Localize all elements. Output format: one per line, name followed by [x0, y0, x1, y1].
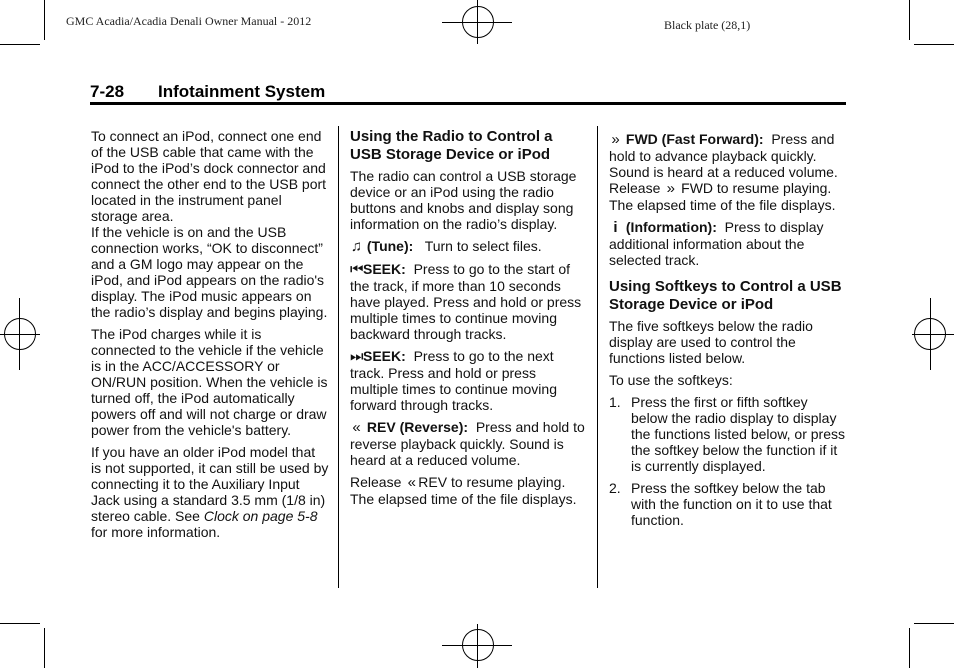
- column-divider: [338, 126, 339, 588]
- fast-forward-icon: »: [611, 131, 620, 148]
- crop-mark: [914, 44, 954, 45]
- seek-back-item: ⏮SEEK: Press to go to the start of the track, if more than 10 seconds have played. Press and hold or press multiple times to continue moving backward through tracks.: [350, 261, 582, 342]
- info-item: i (Information): Press to display additional information about the selected track.: [609, 219, 824, 268]
- crop-mark: [0, 623, 40, 624]
- plate-label: Black plate (28,1): [664, 18, 751, 32]
- crop-mark: [44, 0, 45, 40]
- cross-reference-link[interactable]: Clock on page 5-8: [203, 508, 318, 524]
- rev-release: Release « REV to resume playing. The elapsed time of the file displays.: [350, 474, 577, 507]
- crop-mark: [909, 0, 910, 40]
- paragraph: If you have an older iPod model that is not supported, it can still be used by connecting it to the Auxiliary Input Jack using a standard 3.5 mm (1/8 in) stereo cable. See Clock on page 5-8 for more information.: [91, 444, 329, 540]
- section-title: Infotainment System: [158, 82, 326, 101]
- column-3: [609, 131, 847, 534]
- tune-item: ♫ (Tune): Turn to select files.: [350, 238, 542, 255]
- seek-forward-icon: ⏭: [350, 348, 364, 365]
- crop-mark: [909, 628, 910, 668]
- page-number: 7-28: [90, 82, 125, 101]
- paragraph: The iPod charges while it is connected to the vehicle if the vehicle is in the ACC/ACCESSORY or ON/RUN position. When the vehicle is turned off, the iPod automatically powers off and will not charge or draw power from the vehicle's battery.: [91, 326, 328, 438]
- column-divider: [597, 126, 598, 588]
- paragraph: The five softkeys below the radio display are used to control the functions listed below.: [609, 318, 813, 366]
- subheading: Using the Radio to Control a USB Storage Device or iPod: [350, 128, 553, 163]
- subheading: Using Softkeys to Control a USB Storage Device or iPod: [609, 278, 842, 313]
- crop-mark: [914, 623, 954, 624]
- seek-forward-item: ⏭SEEK: Press to go to the next track. Press and hold or press multiple times to continue moving forward through tracks.: [350, 348, 557, 413]
- rev-item: « REV (Reverse): Press and hold to reverse playback quickly. Sound is heard at a reduced volume.: [350, 419, 585, 468]
- paragraph: The radio can control a USB storage device or an iPod using the radio buttons and knobs and display song information on the radio’s display.: [350, 168, 577, 232]
- info-icon: i: [613, 219, 618, 236]
- fwd-item: » FWD (Fast Forward): Press and hold to advance playback quickly. Sound is heard at a reduced volume. Release » FWD to resume playing. The elapsed time of the file displays.: [609, 131, 838, 213]
- list-item: 2. Press the softkey below the tab with the function on it to use that function.: [609, 480, 832, 528]
- rewind-icon: «: [407, 474, 416, 491]
- fast-forward-icon: »: [666, 180, 675, 197]
- column-1: [91, 128, 329, 546]
- crop-mark: [0, 44, 40, 45]
- seek-back-icon: ⏮: [350, 261, 364, 278]
- paragraph: If the vehicle is on and the USB connection works, “OK to disconnect” and a GM logo may appear on the iPod, and iPod appears on the radio's display. The iPod music appears on the radio’s display and begins playing.: [91, 224, 328, 320]
- manual-title: GMC Acadia/Acadia Denali Owner Manual - 2012: [66, 14, 312, 28]
- header-rule: [90, 102, 846, 105]
- music-note-icon: ♫: [350, 238, 363, 255]
- crop-mark: [44, 628, 45, 668]
- column-2: [350, 128, 588, 513]
- paragraph: To connect an iPod, connect one end of the USB cable that came with the iPod to the iPod’s dock connector and connect the other end to the USB port located in the instrument panel storage area.: [91, 128, 327, 224]
- rewind-icon: «: [352, 419, 361, 436]
- list-item: 1. Press the first or fifth softkey below the radio display to display the functions listed below, or press the softkey below the function if it is currently displayed.: [609, 394, 846, 474]
- paragraph: To use the softkeys:: [609, 372, 733, 388]
